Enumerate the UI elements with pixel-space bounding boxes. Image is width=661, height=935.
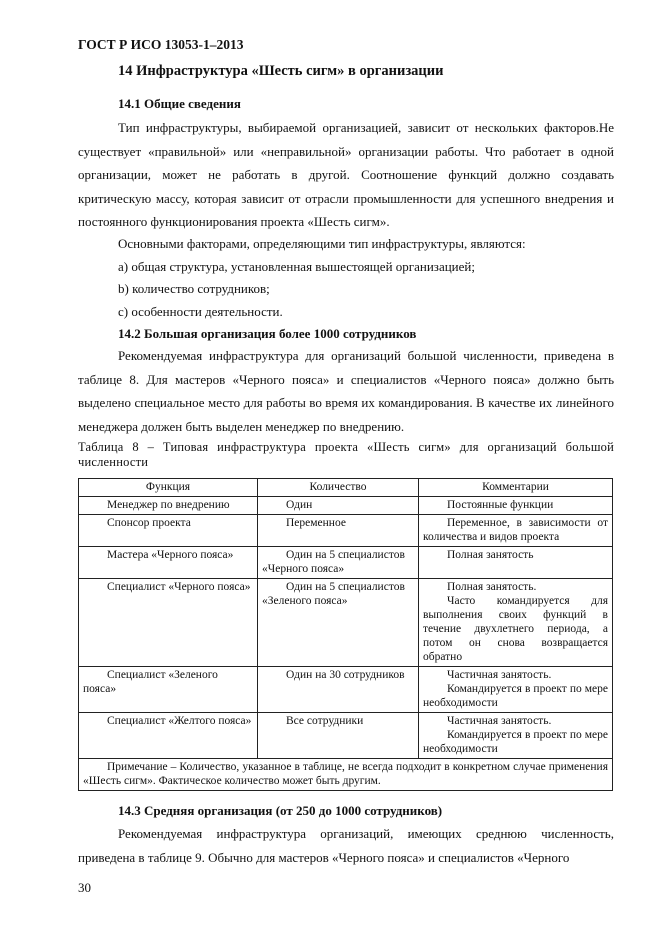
cell-function: Менеджер по внедрению <box>79 497 258 515</box>
subsection-14-3-title: 14.3 Средняя организация (от 250 до 1000 сотрудников) <box>118 803 443 818</box>
col-header-comments: Комментарии <box>419 479 613 497</box>
list-item-c: с) особенности деятельности. <box>118 304 283 319</box>
cell-comment <box>419 667 613 713</box>
page-number: 30 <box>78 880 91 895</box>
section-14-title: 14 Инфраструктура «Шесть сигм» в организации <box>118 63 444 79</box>
table-row <box>79 547 613 579</box>
comment-line: Постоянные функции <box>447 499 554 511</box>
cell-comment <box>419 497 613 515</box>
cell-quantity: Один на 5 специалистов «Зеленого пояса» <box>258 579 419 667</box>
table-note-row <box>79 759 613 791</box>
cell-quantity: Один на 5 специалистов «Черного пояса» <box>258 547 419 579</box>
cell-function: Специалист «Черного пояса» <box>79 579 258 667</box>
comment-line: Переменное, в зависимости от количества и видов проекта <box>423 517 608 543</box>
comment-line: Часто командируется для выполнения своих функций в течение двухлетнего периода, а потом он снова возвращается обратно <box>423 595 608 663</box>
paragraph-14-2: Рекомендуемая инфраструктура для организаций большой численности, приведена в таблице 8. Для мастеров «Черного пояса» и специалистов «Черного пояса» должно быть выделено специальное место для работы во время их командирования. В качестве их линейного менеджера должен быть выделен менеджер по внедрению. <box>78 348 614 434</box>
subsection-14-2-title: 14.2 Большая организация более 1000 сотрудников <box>118 326 417 341</box>
table-row <box>79 515 613 547</box>
cell-comment <box>419 515 613 547</box>
cell-quantity: Один <box>258 497 419 515</box>
list-item-b: b) количество сотрудников; <box>118 281 270 296</box>
col-header-quantity: Количество <box>258 479 419 497</box>
comment-line: Командируется в проект по мере необходимости <box>423 683 608 709</box>
cell-function: Мастера «Черного пояса» <box>79 547 258 579</box>
cell-comment <box>419 579 613 667</box>
paragraph-14-3: Рекомендуемая инфраструктура организаций, имеющих среднюю численность, приведена в таблице 9. Обычно для мастеров «Черного пояса» и специалистов «Черного <box>78 826 614 865</box>
cell-quantity: Все сотрудники <box>258 713 419 759</box>
cell-quantity: Один на 30 сотрудников <box>258 667 419 713</box>
cell-comment <box>419 547 613 579</box>
cell-comment <box>419 713 613 759</box>
cell-function: Специалист «Желтого пояса» <box>79 713 258 759</box>
comment-line: Командируется в проект по мере необходимости <box>423 729 608 755</box>
comment-line: Частичная занятость. <box>447 715 552 727</box>
table-row <box>79 713 613 759</box>
standard-header: ГОСТ Р ИСО 13053-1–2013 <box>78 37 244 52</box>
cell-function: Спонсор проекта <box>79 515 258 547</box>
table-row <box>79 579 613 667</box>
table-row <box>79 497 613 515</box>
subsection-14-1-title: 14.1 Общие сведения <box>118 96 241 111</box>
table-8-caption: Таблица 8 – Типовая инфраструктура проекта «Шесть сигм» для организаций большой численности <box>78 440 614 469</box>
comment-line: Полная занятость <box>447 549 534 561</box>
table-8 <box>78 478 613 791</box>
table-row <box>79 667 613 713</box>
paragraph-14-1-factors: Основными факторами, определяющими тип инфраструктуры, являются: <box>118 236 526 251</box>
table-note: Примечание – Количество, указанное в таблице, не всегда подходит в конкретном случае применения «Шесть сигм». Фактическое количество может быть другим. <box>79 759 613 791</box>
table-header-row <box>79 479 613 497</box>
col-header-function: Функция <box>79 479 258 497</box>
comment-line: Полная занятость. <box>447 581 537 593</box>
cell-function: Специалист «Зеленого пояса» <box>79 667 258 713</box>
paragraph-14-1-intro: Тип инфраструктуры, выбираемой организацией, зависит от нескольких факторов.Не существует «правильной» или «неправильной» организации работы. Что работает в одной организации, может не работать в другой. Соотношение функций должно создавать критическую массу, которая зависит от отрасли промышленности для успешного внедрения и постоянного функционирования проекта «Шесть сигм». <box>78 120 614 229</box>
cell-quantity: Переменное <box>258 515 419 547</box>
list-item-a: а) общая структура, установленная вышестоящей организацией; <box>118 259 475 274</box>
comment-line: Частичная занятость. <box>447 669 552 681</box>
